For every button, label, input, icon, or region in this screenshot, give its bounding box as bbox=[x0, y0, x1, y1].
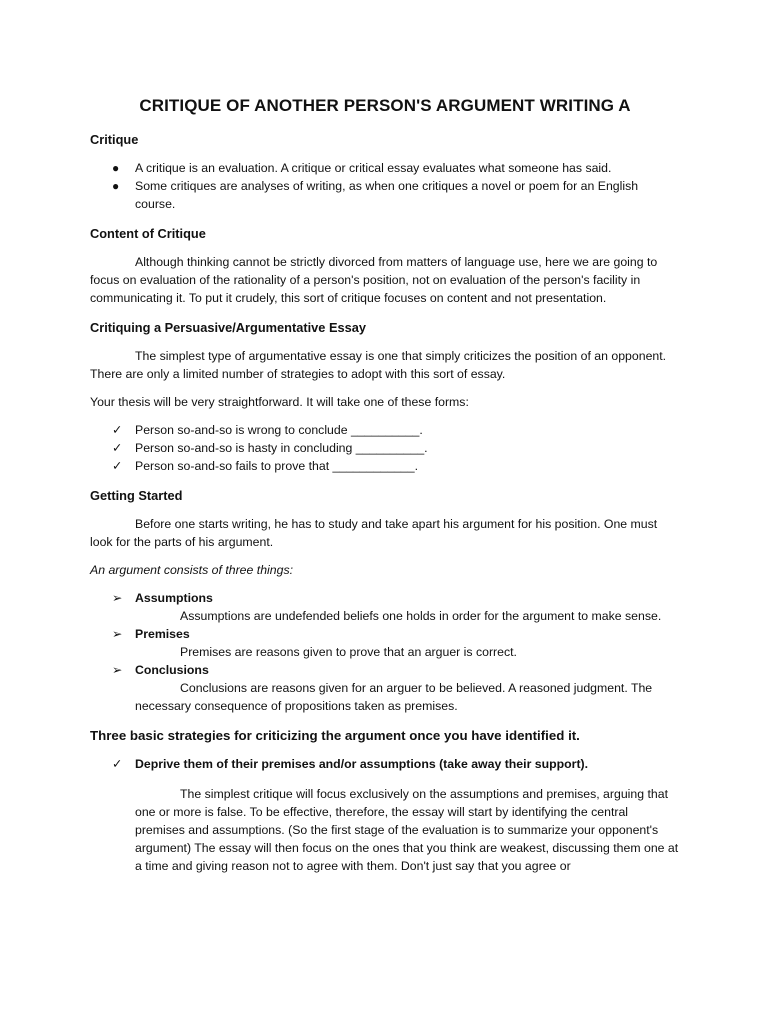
document-title: CRITIQUE OF ANOTHER PERSON'S ARGUMENT WRITING A bbox=[139, 96, 631, 115]
list-item bbox=[90, 159, 680, 177]
strategy-body-paragraph: The simplest critique will focus exclusively on the assumptions and premises, arguing that one or more is false. To be effective, therefore, the essay will start by identifying the central premises and assumptions. (So the first stage of the evaluation is to summarize your opponent's argument) The essay will then focus on the ones that you think are weakest, discussing them one at a time and giving reason not to agree with them. Don't just say that you agree or bbox=[135, 787, 679, 873]
strategies-section bbox=[90, 727, 680, 875]
thesis-intro: Your thesis will be very straightforward. It will take one of these forms: bbox=[90, 395, 469, 409]
arrowhead-icon: ➢ bbox=[112, 663, 123, 677]
checkmark-icon: ✓ bbox=[112, 441, 123, 455]
argument-intro: An argument consists of three things: bbox=[90, 563, 294, 577]
list-item bbox=[90, 439, 680, 457]
content-section bbox=[90, 225, 680, 307]
critique-section bbox=[90, 131, 680, 213]
getting-started-paragraph: Before one starts writing, he has to study and take apart his argument for his position. One must look for the parts of his argument. bbox=[90, 517, 658, 549]
part-definition: Assumptions are undefended beliefs one holds in order for the argument to make sense. bbox=[180, 609, 662, 623]
form-text: Person so-and-so is wrong to conclude __________. bbox=[135, 423, 423, 437]
bullet-dot-icon: ● bbox=[112, 161, 120, 175]
part-term: Conclusions bbox=[135, 663, 209, 677]
form-text: Person so-and-so is hasty in concluding __________. bbox=[135, 441, 428, 455]
checkmark-icon: ✓ bbox=[112, 423, 123, 437]
checkmark-icon: ✓ bbox=[112, 459, 123, 473]
part-term: Premises bbox=[135, 627, 190, 641]
part-definition-row bbox=[90, 679, 680, 715]
persuasive-paragraph: The simplest type of argumentative essay is one that simply criticizes the position of an opponent. There are only a limited number of strategies to adopt with this sort of essay. bbox=[90, 349, 667, 381]
part-term: Assumptions bbox=[135, 591, 213, 605]
content-paragraph: Although thinking cannot be strictly divorced from matters of language use, here we are going to focus on evaluation of the rationality of a person's position, not on evaluation of the person's facility in communicating it. To put it crudely, this sort of critique focuses on content and not presentation. bbox=[90, 255, 658, 305]
list-item bbox=[90, 421, 680, 439]
thesis-forms-list bbox=[90, 421, 680, 475]
bullet-dot-icon: ● bbox=[112, 179, 120, 193]
form-text: Person so-and-so fails to prove that ____________. bbox=[135, 459, 419, 473]
list-item bbox=[90, 661, 680, 679]
arrowhead-icon: ➢ bbox=[112, 591, 123, 605]
bullet-text: Some critiques are analyses of writing, as when one critiques a novel or poem for an English course. bbox=[135, 179, 639, 211]
list-item bbox=[90, 755, 680, 773]
list-item bbox=[90, 177, 680, 213]
strategies-list bbox=[90, 755, 680, 773]
arrowhead-icon: ➢ bbox=[112, 627, 123, 641]
part-definition-row bbox=[90, 643, 680, 661]
strategy-text: Deprive them of their premises and/or assumptions (take away their support). bbox=[135, 757, 589, 771]
getting-started-section bbox=[90, 487, 680, 715]
critique-heading: Critique bbox=[90, 132, 139, 147]
list-item bbox=[90, 625, 680, 643]
list-item bbox=[90, 589, 680, 607]
part-definition: Premises are reasons given to prove that an arguer is correct. bbox=[180, 645, 517, 659]
bullet-text: A critique is an evaluation. A critique or critical essay evaluates what someone has said. bbox=[135, 161, 612, 175]
persuasive-heading: Critiquing a Persuasive/Argumentative Essay bbox=[90, 320, 366, 335]
list-item bbox=[90, 457, 680, 475]
part-definition: Conclusions are reasons given for an arguer to be believed. A reasoned judgment. The necessary consequence of propositions taken as premises. bbox=[135, 681, 653, 713]
checkmark-icon: ✓ bbox=[112, 757, 123, 771]
strategies-heading: Three basic strategies for criticizing the argument once you have identified it. bbox=[90, 728, 580, 743]
part-definition-row bbox=[90, 607, 680, 625]
critique-bullet-list bbox=[90, 159, 680, 213]
getting-started-heading: Getting Started bbox=[90, 488, 183, 503]
argument-parts-list bbox=[90, 589, 680, 715]
content-heading: Content of Critique bbox=[90, 226, 206, 241]
persuasive-section bbox=[90, 319, 680, 475]
document-page bbox=[90, 95, 680, 887]
